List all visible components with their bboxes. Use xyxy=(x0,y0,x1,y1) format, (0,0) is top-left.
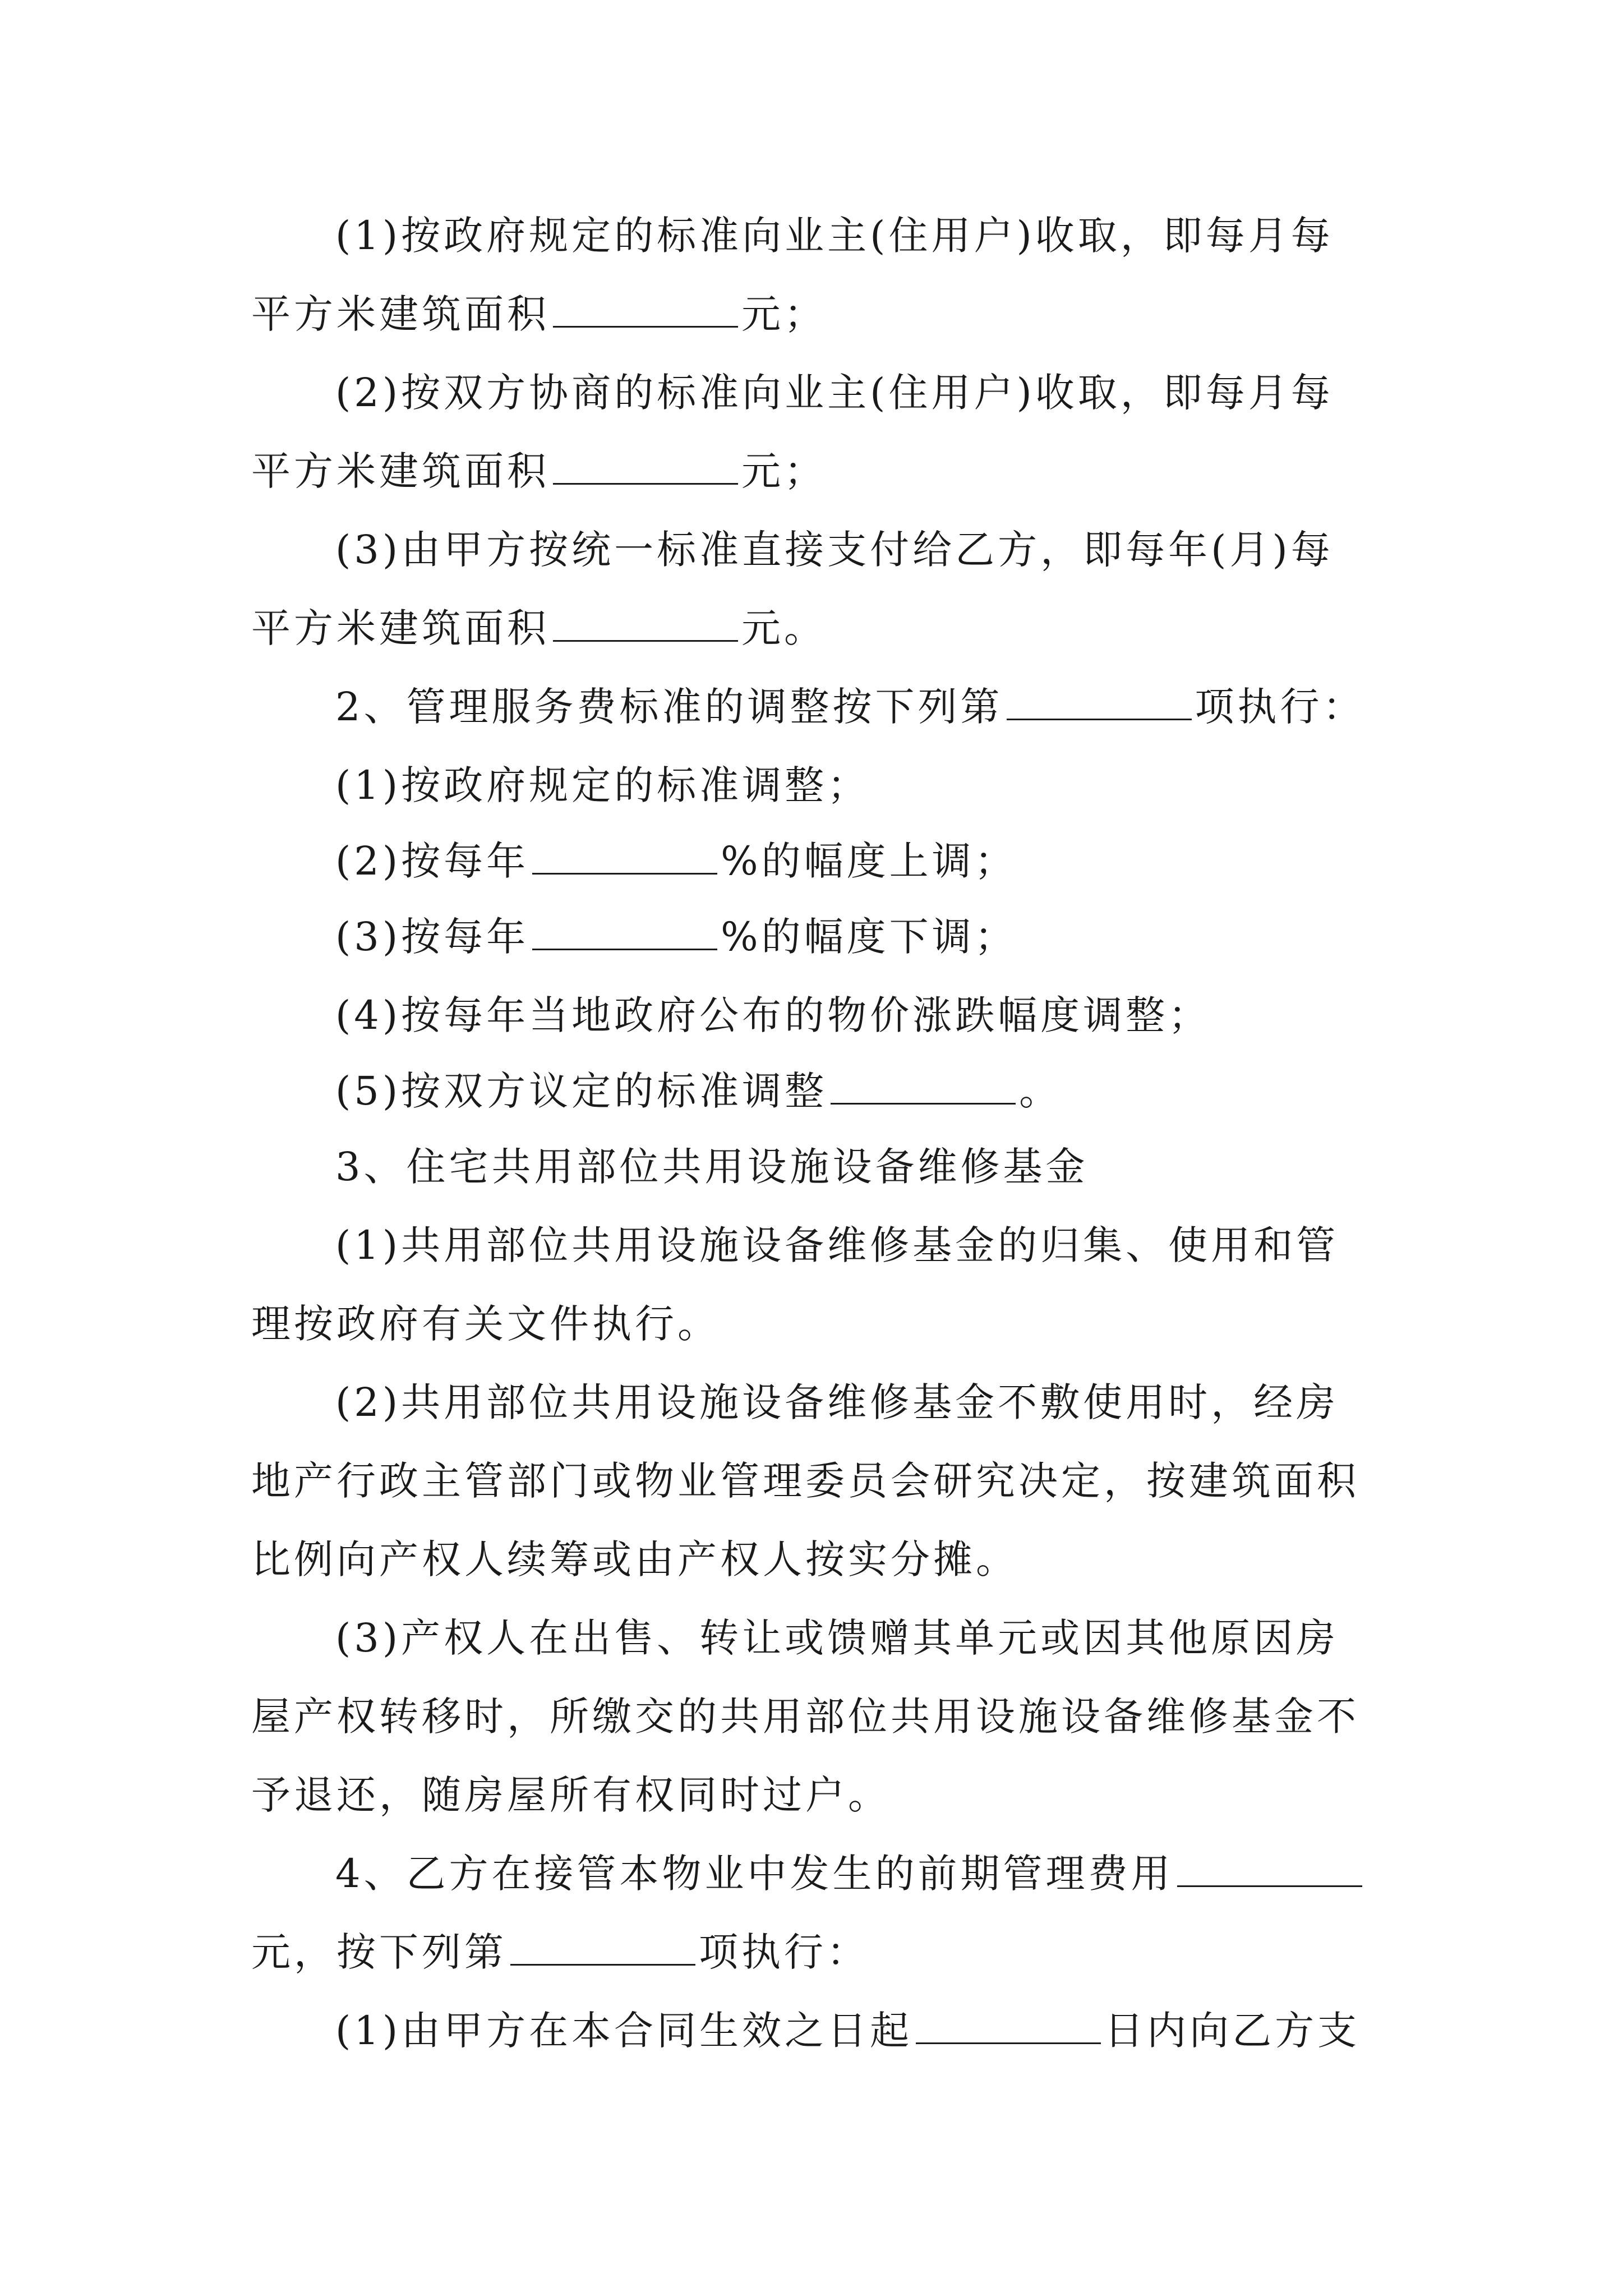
paragraph-line xyxy=(251,600,1395,656)
paragraph-line xyxy=(335,522,1479,578)
paragraph-line xyxy=(251,1296,1395,1352)
paragraph-line xyxy=(335,909,1479,965)
line-text-after-blank: %的幅度下调； xyxy=(721,914,1017,960)
line-text: 平方米建筑面积 xyxy=(251,448,550,494)
paragraph-line xyxy=(335,1063,1479,1119)
line-text-after-blank: 元； xyxy=(741,448,827,494)
line-text: (1)由甲方在本合同生效之日起 xyxy=(335,2008,913,2054)
fill-in-blank[interactable] xyxy=(916,2003,1101,2044)
line-text-after-blank: 项执行： xyxy=(1195,684,1366,730)
fill-in-blank[interactable] xyxy=(553,601,738,642)
line-text: 元，按下列第 xyxy=(251,1929,507,1975)
line-text: 平方米建筑面积 xyxy=(251,605,550,651)
line-text: (1)按政府规定的标准向业主(住用户)收取，即每月每 xyxy=(335,213,1334,259)
fill-in-blank[interactable] xyxy=(831,1064,1016,1105)
paragraph-line xyxy=(251,1924,1395,1980)
line-text: (2)按双方协商的标准向业主(住用户)收取，即每月每 xyxy=(335,370,1334,416)
line-text-after-blank: 元； xyxy=(741,291,827,337)
paragraph-line xyxy=(335,679,1479,735)
line-text: (2)共用部位共用设施设备维修基金不敷使用时，经房 xyxy=(335,1379,1339,1425)
fill-in-blank[interactable] xyxy=(532,834,717,875)
paragraph-line xyxy=(335,1846,1479,1902)
line-text-after-blank: 日内向乙方支 xyxy=(1104,2008,1361,2054)
line-text: (3)按每年 xyxy=(335,914,529,960)
line-text: 理按政府有关文件执行。 xyxy=(251,1301,720,1347)
fill-in-blank[interactable] xyxy=(1177,1846,1362,1887)
line-text: (3)由甲方按统一标准直接支付给乙方，即每年(月)每 xyxy=(335,527,1334,573)
line-text: 屋产权转移时，所缴交的共用部位共用设施设备维修基金不 xyxy=(251,1694,1359,1740)
fill-in-blank[interactable] xyxy=(510,1925,695,1966)
fill-in-blank[interactable] xyxy=(553,287,738,328)
fill-in-blank[interactable] xyxy=(1007,679,1192,720)
paragraph-line xyxy=(335,208,1479,264)
line-text: 4、乙方在接管本物业中发生的前期管理费用 xyxy=(335,1851,1174,1897)
paragraph-line xyxy=(251,1531,1395,1588)
line-text: (1)按政府规定的标准调整； xyxy=(335,762,870,808)
line-text-after-blank: %的幅度上调； xyxy=(721,838,1017,884)
line-text: (4)按每年当地政府公布的物价涨跌幅度调整； xyxy=(335,992,1211,1038)
line-text: 予退还，随房屋所有权同时过户。 xyxy=(251,1772,891,1818)
paragraph-line xyxy=(251,1688,1395,1745)
paragraph-line xyxy=(335,2003,1479,2059)
paragraph-line xyxy=(251,286,1395,342)
line-text: 地产行政主管部门或物业管理委员会研究决定，按建筑面积 xyxy=(251,1458,1359,1504)
paragraph-line xyxy=(335,1610,1479,1666)
paragraph-line xyxy=(335,987,1479,1043)
paragraph-line xyxy=(251,1767,1395,1823)
line-text-after-blank: 元。 xyxy=(741,605,827,651)
line-text: (3)产权人在出售、转让或馈赠其单元或因其他原因房 xyxy=(335,1615,1339,1661)
paragraph-line xyxy=(251,443,1395,499)
line-text: (1)共用部位共用设施设备维修基金的归集、使用和管 xyxy=(335,1222,1339,1268)
line-text-after-blank: 。 xyxy=(1019,1068,1062,1114)
fill-in-blank[interactable] xyxy=(553,444,738,485)
fill-in-blank[interactable] xyxy=(532,909,717,950)
paragraph-line xyxy=(335,757,1479,813)
paragraph-line xyxy=(251,1453,1395,1509)
paragraph-line xyxy=(335,833,1479,889)
line-text: (5)按双方议定的标准调整 xyxy=(335,1068,828,1114)
line-text: 比例向产权人续筹或由产权人按实分摊。 xyxy=(251,1536,1018,1582)
paragraph-line xyxy=(335,365,1479,421)
paragraph-line xyxy=(335,1217,1479,1273)
paragraph-line xyxy=(335,1139,1479,1195)
line-text-after-blank: 项执行： xyxy=(699,1929,869,1975)
paragraph-line xyxy=(335,1374,1479,1430)
line-text: 2、管理服务费标准的调整按下列第 xyxy=(335,684,1003,730)
line-text: 平方米建筑面积 xyxy=(251,291,550,337)
line-text: (2)按每年 xyxy=(335,838,529,884)
line-text: 3、住宅共用部位共用设施设备维修基金 xyxy=(335,1144,1089,1190)
